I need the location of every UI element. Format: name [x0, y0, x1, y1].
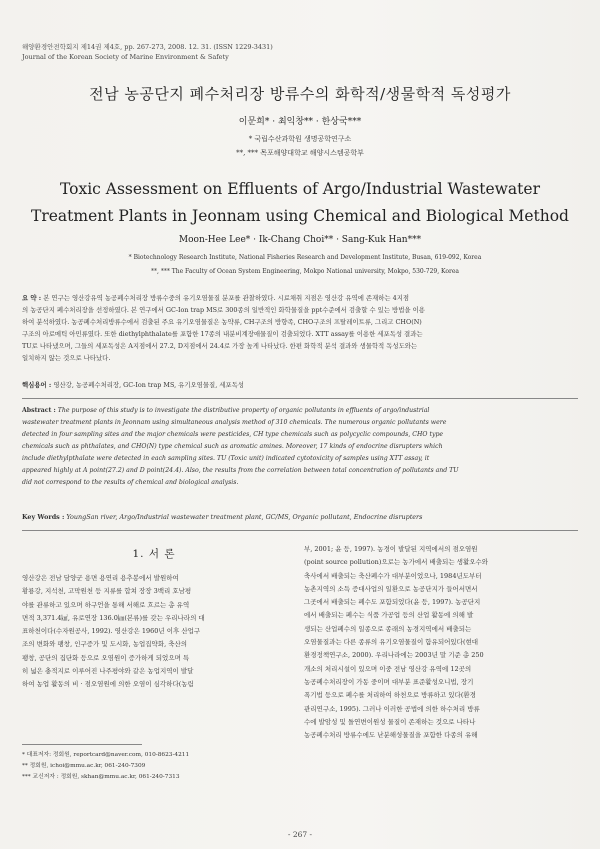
divider	[22, 398, 578, 399]
body-line: 에서 배출되는 폐수는 식품 가공업 등의 산업 활동에 의해 발	[304, 611, 474, 620]
korean-abstract-line: 본 연구는 영산강유역 농공폐수처리장 방류수중의 유기오염물질 분포를 관찰하였다. 시료채취 지점은 영산강 유역에 존재하는 4지점	[41, 294, 410, 302]
body-line: 팽창, 공단의 집단화 등으로 오염원이 증가하게 되었으며 특	[22, 653, 190, 662]
korean-abstract-line: 구조의 아로메틱 아민류였다. 또한 diethylphthalate를 포함한 17종의 내분비계장애물질이 검출되었다. XTT assay를 이용한 세포독성 결과는	[22, 330, 423, 338]
body-line: 표하천이다(수자원공사, 1992). 영산강은 1960년 이후 산업구	[22, 627, 201, 636]
korean-abstract-line: 의 농공단지 폐수처리장을 선정하였다. 본 연구에서 GC-Ion trap MS로 300종의 일반적인 화학물질을 ppt수준에서 검출할 수 있는 방법을 이용	[22, 306, 425, 314]
english-keywords-text: YoungSan river, Argo/Industrial wastewater treatment plant, GC/MS, Organic pollutant, Endocrine disrupters	[64, 513, 423, 521]
korean-abstract-line: TU로 나타냈으며, 그들의 세포독성은 A지점에서 27.2, D지점에서 24.4로 가장 높게 나타났다. 한편 화학적 분석 결과와 생물학적 독성도와는	[22, 342, 418, 350]
footnote-divider	[22, 744, 142, 745]
body-line: 오염물질과는 다른 종류의 유기오염물질이 함유되어있다(현대	[304, 638, 479, 647]
body-line: 면적 3,371.4㎢, 유로연장 136.0㎞(본류)를 갖는 우리나라의 대	[22, 613, 205, 622]
body-line: 농공폐수처리장이 가동 중이며 대부분 표준활성오니법, 장기	[304, 677, 474, 686]
english-abstract-line: wastewater treatment plants in Jeonnam using simultaneous analysis method of 310 chemicals. The numerous organic pollutants were	[22, 419, 447, 426]
body-line: 영산강은 전남 담양군 용면 용연리 용추봉에서 발원하여	[22, 574, 179, 582]
footnote: ** 정회원, ichoi@mmu.ac.kr, 061-240-7309	[22, 763, 146, 769]
body-line: (point source pollution)으로는 농가에서 배출되는 생활오수와	[304, 558, 489, 567]
english-title	[0, 176, 600, 230]
english-abstract-line: chemicals such as phthalates, and CHO(N) type chemical such as aromatic amines. Moreover, 17 kinds of endocrine disrupters which	[22, 443, 443, 450]
body-line: 환경정책연구소, 2000). 우리나라에는 2003년 말 기준 총 250	[304, 651, 484, 660]
english-keywords	[22, 513, 578, 521]
body-line: 히 넓은 충적지로 이루어진 나주평야와 같은 농업지역이 발달	[22, 667, 194, 676]
korean-abstract	[22, 292, 578, 364]
body-line: 하여 농업 활동의 비 · 점오염원에 의한 오염이 심각하다(농림	[22, 680, 194, 689]
korean-affiliation-1: * 국립수산과학원 생명공학연구소	[248, 135, 352, 143]
english-title-line-1: Toxic Assessment on Effluents of Argo/Industrial Wastewater	[59, 180, 540, 198]
footnotes	[22, 750, 272, 783]
english-title-line-2: Treatment Plants in Jeonnam using Chemical and Biological Method	[31, 207, 569, 225]
korean-keywords	[22, 380, 578, 389]
body-line: 축사에서 배출되는 축산폐수가 대부분이었으나, 1984년도부터	[304, 571, 482, 580]
english-affiliation-2: **, *** The Faculty of Ocean System Engineering, Mokpo National university, Mokpo, 530-729, Korea	[151, 268, 459, 275]
english-abstract-line: include diethylpthalate were detected in each sampling sites. TU (Toxic unit) indicated cytotoxicity of samples using XTT assay, it	[22, 455, 430, 462]
english-abstract-line: did not correspond to the results of chemical and biological analysis.	[22, 479, 239, 486]
english-affiliation-1: * Biotechnology Research Institute, National Fisheries Research and Development Institute, Busan, 619-092, Korea	[128, 254, 482, 261]
body-line: 농공폐수처리 방류수에도 난분해성물질을 포함한 다종의 유해	[304, 731, 478, 740]
body-line: 그곳에서 배출되는 폐수도 포함되었다(윤 등, 1997). 농공단지	[304, 598, 481, 607]
body-line: 수에 발암성 및 돌연변이원성 물질이 존재하는 것으로 나타나	[304, 717, 476, 726]
page-number: - 267 -	[287, 830, 313, 839]
korean-affiliation-2: **, *** 목포해양대학교 해양시스템공학부	[236, 149, 364, 157]
body-line: 농촌지역의 소득 증대사업의 일환으로 농공단지가 들어서면서	[304, 584, 478, 593]
english-keywords-label: Key Words :	[22, 513, 65, 521]
left-column-text	[22, 572, 284, 692]
english-abstract-line: The purpose of this study is to investigate the distributive property of organic pollutants in effluents of argo/industrial	[55, 407, 430, 414]
korean-keywords-text: 영산강, 농공폐수처리장, GC-Ion trap MS, 유기오염물질, 세포독성	[51, 381, 244, 389]
korean-abstract-label: 요 약 :	[22, 294, 42, 302]
body-line: 관리연구소, 1995). 그러나 이러한 공법에 의한 하수처리 방류	[304, 704, 480, 713]
divider	[22, 530, 578, 531]
korean-abstract-line: 일치하지 않는 것으로 나타났다.	[22, 354, 111, 362]
english-abstract-line: appeared highly at A point(27.2) and D point(24.4). Also, the results from the correlation between total concentration of pollutants and TU	[22, 467, 459, 474]
english-authors: Moon-Hee Lee* · Ik-Chang Choi** · Sang-Kuk Han***	[178, 235, 422, 245]
journal-header	[22, 42, 273, 62]
footnote: * 대표저자: 정회원, reportcard@naver.com, 010-8623-4211	[22, 752, 190, 758]
korean-keywords-label: 핵심용어 :	[22, 381, 52, 389]
body-line: 개소의 처리시설이 있으며 이중 전남 영산강 유역에 12곳의	[304, 664, 472, 673]
korean-title: 전남 농공단지 폐수처리장 방류수의 화학적/생물학적 독성평가	[89, 85, 511, 103]
body-line: 황룡강, 지석천, 고막원천 등 지류를 합쳐 장장 3백리 호남평	[22, 587, 192, 596]
korean-abstract-line: 하여 분석하였다. 농공폐수처리방류수에서 검출된 주요 유기오염물질은 농약류, CH구조의 방향족, CHO구조의 프탈레이트류, 그리고 CHO(N)	[22, 318, 422, 326]
footnote: *** 교신저자 : 정회원, skhan@mmu.ac.kr, 061-240-7313	[22, 774, 180, 780]
journal-name: Journal of the Korean Society of Marine Environment & Safety	[22, 53, 229, 61]
section-title: 1. 서 론	[132, 548, 176, 560]
english-abstract-line: detected in four sampling sites and the major chemicals were pesticides, CH type chemicals such as polycyclic compounds, CHO type	[22, 431, 444, 438]
body-line: 폭기법 등으로 폐수를 처리하여 하천으로 방류하고 있다(환경	[304, 691, 476, 700]
body-line: 조의 변화와 팽창, 인구증가 및 도시화, 농업집약화, 축산의	[22, 640, 188, 649]
body-line: 생되는 산업폐수의 일종으로 종래의 농경지역에서 배출되는	[304, 624, 472, 633]
english-abstract	[22, 405, 578, 489]
body-line: 야를 관류하고 있으며 하구언을 통해 서해로 흐르는 총 유역	[22, 600, 190, 609]
korean-authors: 이문희* · 최익창** · 한상국***	[238, 117, 362, 127]
right-column-text	[304, 543, 580, 742]
body-line: 부, 2001; 윤 등, 1997). 농경이 발달된 지역에서의 점오염원	[304, 545, 478, 553]
english-abstract-label: Abstract :	[22, 407, 56, 414]
journal-citation: 해양환경안전학회지 제14권 제4호, pp. 267-273, 2008. 12. 31. (ISSN 1229-3431)	[22, 43, 273, 51]
